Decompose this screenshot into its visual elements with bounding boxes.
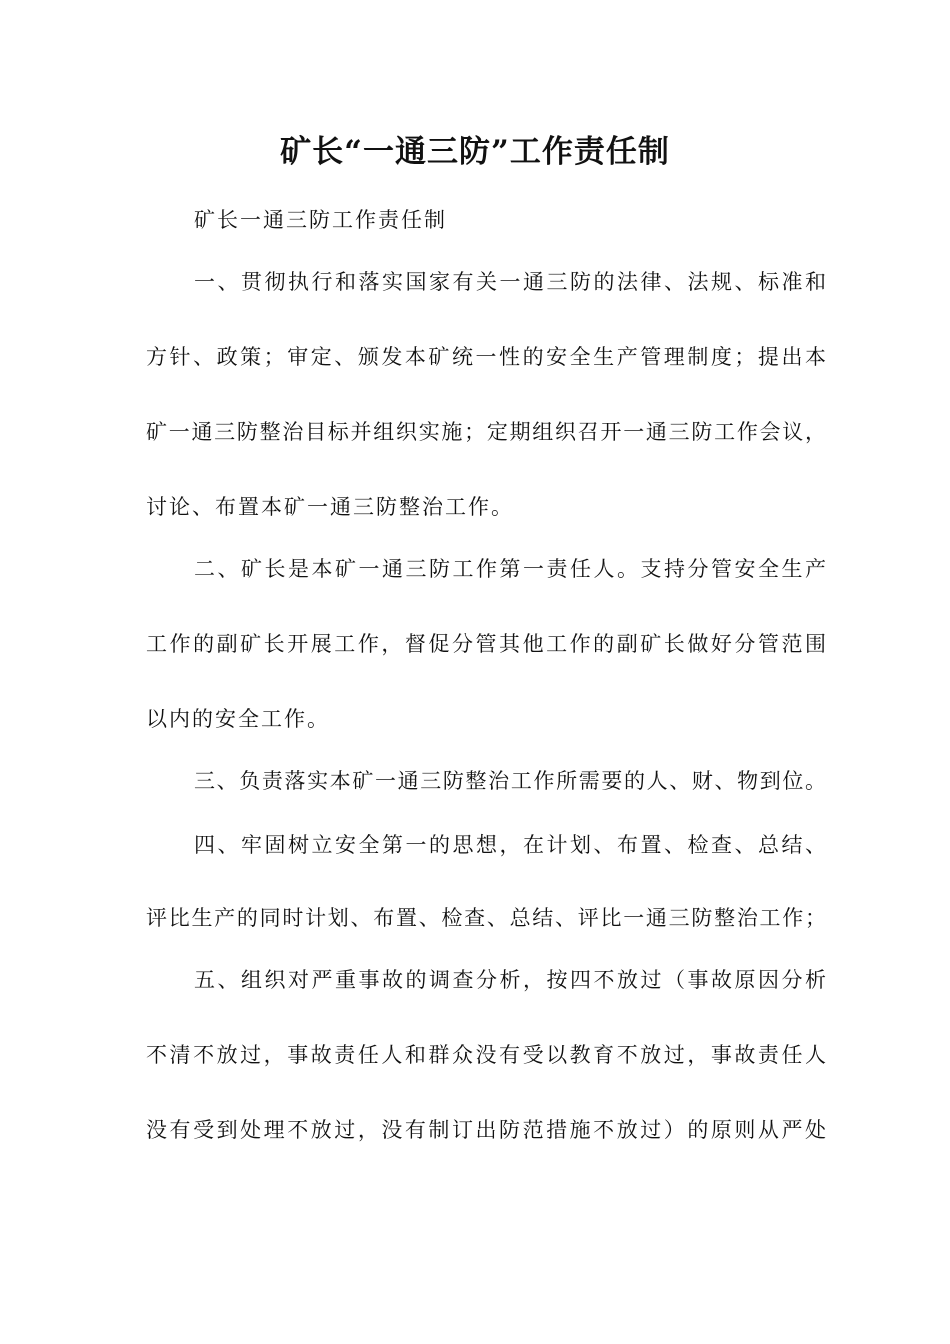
paragraph-line: 不清不放过，事故责任人和群众没有受以教育不放过，事故责任人 (146, 1043, 826, 1067)
paragraph-line: 五、组织对严重事故的调查分析，按四不放过（事故原因分析 (194, 968, 826, 992)
paragraph-line: 矿一通三防整治目标并组织实施；定期组织召开一通三防工作会议， (146, 420, 826, 444)
paragraph-line: 评比生产的同时计划、布置、检查、总结、评比一通三防整治工作； (146, 906, 826, 930)
paragraph-line: 二、矿长是本矿一通三防工作第一责任人。支持分管安全生产 (194, 557, 826, 581)
paragraph-line: 方针、政策；审定、颁发本矿统一性的安全生产管理制度；提出本 (146, 345, 826, 369)
paragraph-line: 没有受到处理不放过，没有制订出防范措施不放过）的原则从严处 (146, 1118, 826, 1142)
paragraph-line: 以内的安全工作。 (146, 707, 330, 731)
document-title: 矿长“一通三防”工作责任制 (280, 134, 670, 170)
paragraph-line: 三、负责落实本矿一通三防整治工作所需要的人、财、物到位。 (194, 769, 826, 793)
paragraph-line: 一、贯彻执行和落实国家有关一通三防的法律、法规、标准和 (194, 270, 826, 294)
paragraph-line: 四、牢固树立安全第一的思想，在计划、布置、检查、总结、 (194, 833, 826, 857)
subtitle-line: 矿长一通三防工作责任制 (194, 208, 447, 232)
paragraph-line: 工作的副矿长开展工作，督促分管其他工作的副矿长做好分管范围 (146, 632, 826, 656)
paragraph-line: 讨论、布置本矿一通三防整治工作。 (146, 495, 514, 519)
